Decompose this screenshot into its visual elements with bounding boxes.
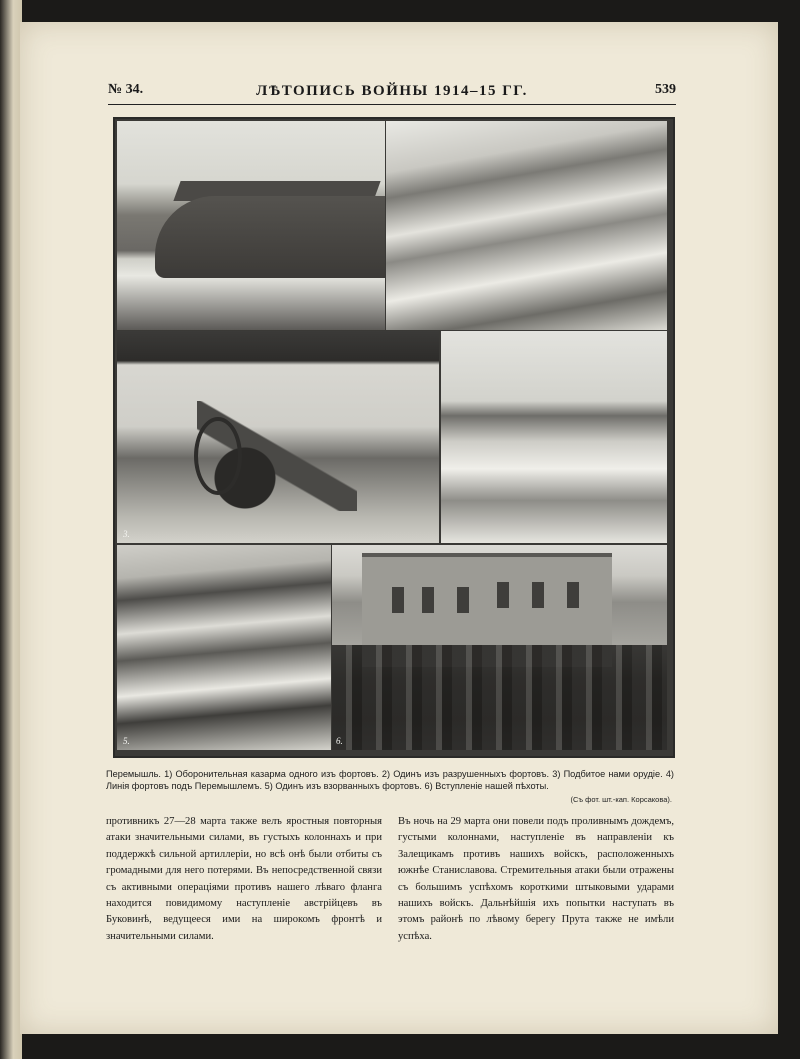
photo-label-3: 3. bbox=[123, 529, 130, 539]
photo-fort-line bbox=[441, 331, 667, 543]
photo-blown-fort bbox=[117, 545, 331, 750]
window bbox=[457, 587, 469, 613]
barracks-building bbox=[155, 196, 385, 278]
window bbox=[532, 582, 544, 608]
page-header bbox=[108, 82, 676, 105]
photo-infantry bbox=[332, 545, 667, 750]
marching-troops bbox=[332, 645, 667, 750]
text-column-left: противникъ 27—28 марта также велъ яростныя повторныя атаки значительными силами, въ густыхъ колоннахъ и при поддержкѣ сильной артиллеріи, но всѣ онѣ были отбиты съ громадными для него потерями. Въ непосредственной связи съ активными операціями противъ нашего лѣваго фланга находится повидимому наступленіе австрійцевъ въ Буковинѣ, ведущееся ими на широкомъ фронтѣ и значительными силами. bbox=[106, 816, 382, 942]
window bbox=[567, 582, 579, 608]
gun-wheel bbox=[194, 417, 242, 495]
photo-damaged-gun bbox=[117, 331, 439, 543]
window bbox=[392, 587, 404, 613]
window bbox=[497, 582, 509, 608]
text-column-right: Въ ночь на 29 марта они повели подъ проливнымъ дождемъ, густыми колоннами, наступленіе въ направленіи къ Залещикамъ противъ нашихъ войскъ, расположенныхъ южнѣе Станиславова. Стремительныя атаки были отражены съ большимъ успѣхомъ короткими штыковыми ударами нашихъ войскъ. Дальнѣйшія ихъ попытки наступать въ этомъ районѣ по лѣвому берегу Прута также не имѣли успѣха. bbox=[398, 816, 674, 942]
journal-title: ЛѢТОПИСЬ ВОЙНЫ 1914–15 ГГ. bbox=[256, 83, 528, 99]
window bbox=[422, 587, 434, 613]
photo-credit: (Съ фот. шт.-кап. Корсакова). bbox=[570, 795, 672, 804]
figure-caption: Перемышль. 1) Оборонительная казарма одного изъ фортовъ. 2) Одинъ изъ разрушенныхъ фортовъ. 3) Подбитое нами орудіе. 4) Линія фортовъ подъ Перемышлемъ. 5) Одинъ изъ взорванныхъ фортовъ. 6) Вступленіе нашей пѣхоты. bbox=[106, 769, 674, 791]
photo-destroyed-fort bbox=[386, 121, 667, 330]
photo-barracks bbox=[117, 121, 385, 330]
book-binding-edge bbox=[0, 0, 22, 1059]
photo-label-6: 6. bbox=[336, 736, 343, 746]
issue-number: № 34. bbox=[108, 82, 144, 97]
page-number: 539 bbox=[655, 82, 676, 97]
photo-label-5: 5. bbox=[123, 736, 130, 746]
